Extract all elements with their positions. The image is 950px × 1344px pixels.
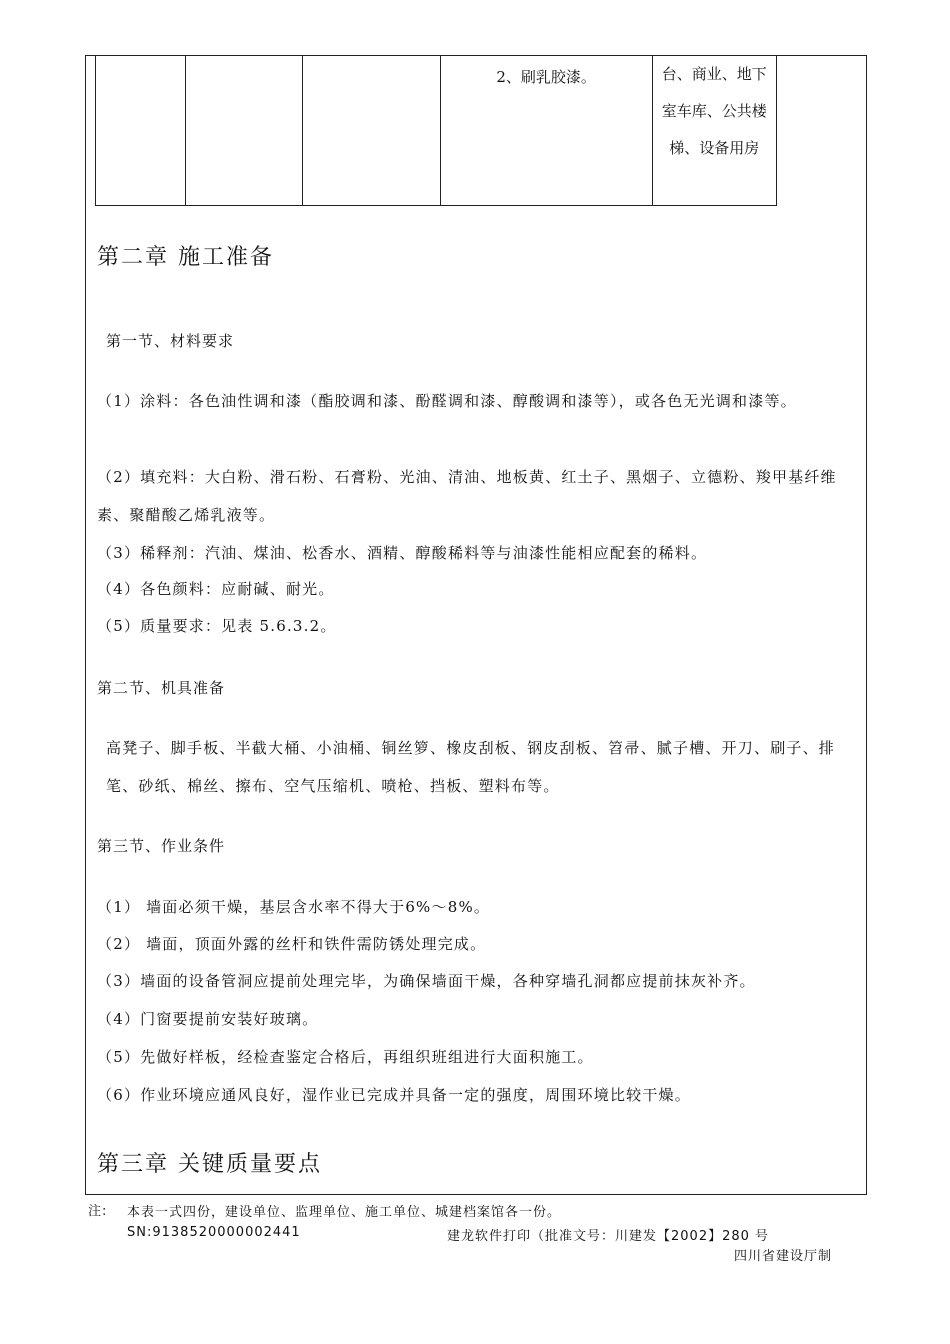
paragraph: （4）各色颜料：应耐碱、耐光。 xyxy=(97,580,335,598)
paragraph: （5）质量要求：见表 5.6.3.2。 xyxy=(97,617,337,635)
footer-print-info: 建龙软件打印（批准文号：川建发【2002】280 号 xyxy=(447,1229,770,1244)
paragraph: （1） 墙面必须干燥，基层含水率不得大于6%～8%。 xyxy=(97,898,491,916)
paragraph: 高凳子、脚手板、半截大桶、小油桶、铜丝箩、橡皮刮板、钢皮刮板、笤帚、腻子槽、开刀、刷子、排笔、砂纸、棉丝、擦布、空气压缩机、喷枪、挡板、塑料布等。 xyxy=(106,739,836,795)
paragraph: （4）门窗要提前安装好玻璃。 xyxy=(97,1010,319,1028)
table-cell xyxy=(186,56,302,206)
paragraph: （6）作业环境应通风良好，湿作业已完成并具备一定的强度，周围环境比较干燥。 xyxy=(97,1086,691,1104)
table-cell-text: 台、商业、地下室车库、公共楼梯、设备用房 xyxy=(661,65,767,157)
continued-table xyxy=(95,55,777,206)
paragraph: （2） 墙面，顶面外露的丝杆和铁件需防锈处理完成。 xyxy=(97,935,487,953)
footer-sn: SN:9138520000002441 xyxy=(127,1225,301,1240)
footer-org: 四川省建设厅制 xyxy=(734,1249,833,1264)
table-cell-text: 2、刷乳胶漆。 xyxy=(496,68,596,86)
table-cell xyxy=(652,56,776,206)
footer-note-label: 注: xyxy=(88,1204,108,1219)
section-title: 第一节、材料要求 xyxy=(106,332,235,350)
chapter-heading: 第三章 关键质量要点 xyxy=(97,1152,322,1177)
chapter-heading: 第二章 施工准备 xyxy=(97,245,274,270)
paragraph: （1）涂料：各色油性调和漆（酯胶调和漆、酚醛调和漆、醇酸调和漆等），或各色无光调和漆等。 xyxy=(97,392,797,410)
paragraph: （2）填充料：大白粉、滑石粉、石膏粉、光油、清油、地板黄、红土子、黑烟子、立德粉、羧甲基纤维素、聚醋酸乙烯乳液等。 xyxy=(97,468,837,524)
footer-note: 本表一式四份，建设单位、监理单位、施工单位、城建档案馆各一份。 xyxy=(127,1205,562,1220)
section-title: 第二节、机具准备 xyxy=(97,679,226,697)
paragraph: （3）墙面的设备管洞应提前处理完毕，为确保墙面干燥，各种穿墙孔洞都应提前抹灰补齐。 xyxy=(97,972,756,990)
section-title: 第三节、作业条件 xyxy=(97,837,226,855)
table-cell xyxy=(302,56,440,206)
table-cell xyxy=(96,56,186,206)
paragraph: （5）先做好样板，经检查鉴定合格后，再组织班组进行大面积施工。 xyxy=(97,1048,594,1066)
paragraph: （3）稀释剂：汽油、煤油、松香水、酒精、醇酸稀料等与油漆性能相应配套的稀料。 xyxy=(97,544,708,562)
table-cell xyxy=(440,56,652,206)
